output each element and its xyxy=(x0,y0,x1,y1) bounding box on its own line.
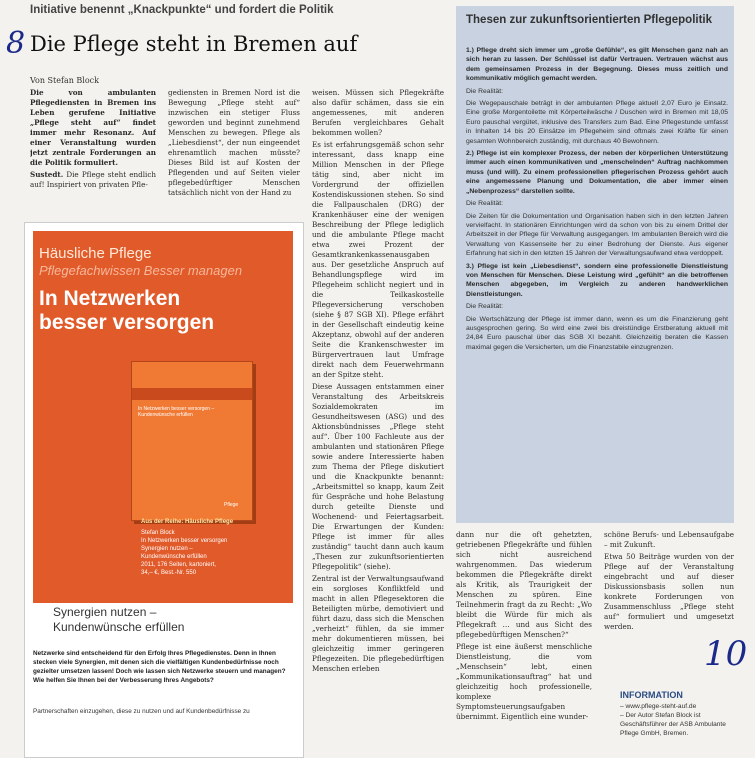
ad-footer-text: Partnerschaften einzugehen, diese zu nutzen und auf Kundenbedürfnisse zu xyxy=(33,708,250,715)
ad-subtitle xyxy=(53,605,184,635)
article-lead: Die von ambulanten Pflegediensten in Bremen ins Leben gerufene Initiative „Pflege steht auf“ findet immer mehr Resonanz. Auf einer Veranstaltung wurden jetzt zentrale Forderungen an die Politik formuliert. xyxy=(30,88,156,167)
article-column-4 xyxy=(456,530,592,756)
ad-headline xyxy=(39,287,214,335)
article-text: Die Pflege steht endlich auf! Inspiriert von privaten Pfle- xyxy=(30,170,156,189)
info-item-author: – Der Autor Stefan Block ist Geschäftsführer der ASB Ambulante Pflege GmbH, Bremen. xyxy=(620,712,726,737)
ad-book-subtitle: Kundenwünsche erfüllen xyxy=(141,554,207,560)
article-paragraph: Pflege ist eine äußerst menschliche Dienstleistung, die vom „Menschsein“ lebt, einen „Kommunikationsauftrag“ hat und gleichzeitig hoch professionelle, komplexe Symptomsteuerungsaufgaben übernimmt. Eigentlich eine wunder- xyxy=(456,642,592,721)
article-column-2 xyxy=(168,88,300,218)
article-byline: Von Stefan Block xyxy=(30,76,99,85)
ad-book-details xyxy=(141,529,291,577)
reality-text: Die Wegepauschale beträgt in der ambulanten Pflege aktuell 2,07 Euro je Einsatz. Eine große Morgentoilette mit Körperteilwäsche / Duschen wird in Bremen mit 18,05 Euro pauschal vergütet, inklusive des Transfers zum Bad. Eine Pflegestunde umfasst in Inhalten 14 bis 20 Einsätze im Pflegeheim sind oftmals zwei Kräfte für einen gesamten Wohnbereich zuständig, mit durchaus 40 Bewohnern. xyxy=(466,100,728,145)
book-cover-image xyxy=(131,361,253,521)
ad-series-title: Häusliche Pflege xyxy=(39,245,152,262)
theses-box xyxy=(456,6,734,523)
handwritten-number: 8 xyxy=(6,26,26,61)
ad-book-author: Stefan Block xyxy=(141,530,175,536)
article-headline: Die Pflege steht in Bremen auf xyxy=(30,32,358,56)
ad-book-format: 2011, 176 Seiten, kartoniert, xyxy=(141,562,216,568)
info-list xyxy=(620,702,730,738)
book-cover-band xyxy=(132,388,252,400)
handwritten-page-number: 10 xyxy=(704,634,748,674)
reality-text: Die Zeiten für die Dokumentation und Organisation haben sich in den letzten Jahren vervielfacht. In stationären Einrichtungen wird da schon von bis zu einem Drittel der Arbeitszeit in der Pflege für Verwaltung ausgegangen. Im ambulanten Bereich wird die Verwaltung von Kassenseite her zu einer Bedrohung der Dienste. Aus eigener Erfahrung hat sich in den letzten 15 Jahren der Verwaltungsaufwand etwa verdoppelt. xyxy=(466,212,728,258)
ad-subtitle-line: Kundenwünsche erfüllen xyxy=(53,620,185,634)
reality-label: Die Realität: xyxy=(466,303,504,311)
info-title: INFORMATION xyxy=(620,690,683,700)
ad-headline-line: In Netzwerken xyxy=(39,287,181,310)
info-item-text: Der Autor Stefan Block ist Geschäftsführer der ASB Ambulante Pflege GmbH, Bremen. xyxy=(620,712,726,737)
ad-subtitle-line: Synergien nutzen – xyxy=(53,605,157,619)
ad-book-series-tag: Aus der Reihe: Häusliche Pflege xyxy=(141,519,234,525)
theses-box-title: Thesen zur zukunftsorientierten Pflegepolitik xyxy=(466,14,713,26)
article-paragraph: Es ist erfahrungsgemäß schon sehr interessant, dass knapp eine Million Menschen in der Pflege tätig sind, aber nicht im Vordergrund der offiziellen Kostendiskussionen stehen. So sind die Fallpauschalen (DRG) der Krankenhäuser eine der wenigen Beschreibung der Pflege lediglich und die ambulante Pflege macht etwa zwei Prozent der Gesamtkrankenkassenausgaben aus. Der gesetzliche Anspruch auf Behandlungspflege wird im Pflegeheim schlicht negiert und in die Teilkaskostelle Pflegeversicherung verschoben (siehe § 87 SGB XI). Pflege erfährt in der Gesellschaft eindeutig keine Akzeptanz, obwohl auf der anderen Seite die Krankenschwester im Bürgervertrauen laut Umfrage direkt nach dem Feuerwehrmann an der Spitze steht. xyxy=(312,140,444,379)
book-cover-logo: Pflege xyxy=(224,502,239,508)
article-paragraph: dann nur die oft gehetzten, getriebenen Pflegekräfte und fühlen sich nicht ausreichend wahrgenommen. Das wiederum bekommen die Pflegekräfte direkt als Kritik, als Traurigkeit der Menschen zu spüren. Eine Teilnehmerin fragt da zu Recht: „Wo bleibt die Würde für mich als Pflegekraft … und aus Sicht des pflegebedürftigen Menschen?“ xyxy=(456,530,592,639)
theses-box-body xyxy=(466,46,728,355)
ad-book-subtitle: Synergien nutzen – xyxy=(141,546,193,552)
article-paragraph: weisen. Müssen sich Pflegekräfte also dafür schämen, dass sie ein angemessenes, mit anderen Berufen vergleichbares Gehalt bekommen wollen? xyxy=(312,88,444,137)
article-paragraph: Zentral ist der Verwaltungsaufwand ein sorgloses Konfliktfeld und macht in allen Pflegesektoren die Beteiligten mürbe, demotiviert und führt dazu, dass sich die Menschen „verheizt“ fühlen, da sie immer mehr dokumentieren müssen, bei gleichzeitig immer geringeren Pflegezeiten. Die pflegebedürftigen Menschen erleben xyxy=(312,574,444,673)
info-item-text: www.pflege-steht-auf.de xyxy=(625,703,697,710)
article-column-1 xyxy=(30,88,156,218)
ad-body-text: Netzwerke sind entscheidend für den Erfolg Ihres Pflegedienstes. Denn in Ihnen stecken viele Synergien, mit denen sich die vielfältigen Kundenbedürfnisse noch gezielter umsetzen lassen! Doch wie lassen sich Netzwerke steuern und managen? Wie helfen Sie Ihnen bei der Verbesserung Ihres Angebots? xyxy=(33,650,286,684)
info-item-url[interactable]: – www.pflege-steht-auf.de xyxy=(620,703,697,710)
ad-book-price: 34,– €, Best.-Nr. 550 xyxy=(141,570,197,576)
article-paragraph: Etwa 50 Beiträge wurden von der Pflege auf der Veranstaltung eingebracht und auf dieser Diskussionsbasis sollen nun konkrete Forderungen von Zusammenschluss „Pflege steht auf“ formuliert und umgesetzt werden. xyxy=(604,552,734,631)
article-dateline: Sustedt. xyxy=(30,170,64,179)
ad-book-title: In Netzwerken besser versorgen xyxy=(141,538,228,544)
thesis-item: 1.) Pflege dreht sich immer um „große Gefühle“, es gilt Menschen ganz nah an sich heran zu lassen. Der Schlüssel ist dafür Vertrauen. Vertrauen wächst aus dem gemeinsamen Prozess in der Begegnung. Dieses muss zeitlich und kommunikativ möglich gemacht werden. xyxy=(466,47,728,83)
book-cover-text: In Netzwerken besser versorgen – Kundenwünsche erfüllen xyxy=(138,406,215,418)
book-advertisement xyxy=(24,222,304,758)
article-paragraph: schöne Berufs- und Lebensaufgabe – mit Zukunft. xyxy=(604,530,734,549)
thesis-item: 3.) Pflege ist kein „Liebesdienst“, sondern eine professionelle Dienstleistung von Menschen für Menschen. Diese Leistung wird „gefühlt“ an die betroffenen Menschen abgegeben, im Vergleich zu anderen handwerklichen Dienstleistungen. xyxy=(466,262,728,298)
article-paragraph: Diese Aussagen entstammen einer Veranstaltung des Arbeitskreis Sozialdemokraten im Gesundheitswesen (ASG) und des Aktionsbündnisses „Pflege steht auf“. Über 100 Fachleute aus der ambulanten und stationären Pflege sowie andere Interessierte haben zum Thema der Pflege diskutiert und die Knackpunkte benannt: „Arbeitsmittel so knapp, kaum Zeit für Gespräche und hohe Belastung durch geteilte Dienste und Wochenend- und Feiertagsarbeit. Die Erwartungen der Kunden: Pflege ist immer für alles zuständig“ taucht dann auch kaum „Thesen zur zukunftsorientierten Pflegepolitik“ (siehe). xyxy=(312,382,444,571)
article-column-3 xyxy=(312,88,444,756)
thesis-item: 2.) Pflege ist ein komplexer Prozess, der neben der körperlichen Unterstützung immer auch einen kommunikativen und „menschelnden“ Auftrag nachkommen muss (und will). Zu einem professionellen pflegerischen Prozess gehört auch eine angemessene Planung und Dokumentation, die aber immer einen „Nebenprozess“ darstellen sollte. xyxy=(466,150,728,195)
ad-series-subtitle: Pflegefachwissen Besser managen xyxy=(39,263,243,278)
reality-label: Die Realität: xyxy=(466,200,504,208)
ad-headline-line: besser versorgen xyxy=(39,311,215,334)
ad-banner xyxy=(33,231,293,603)
article-text: gediensten in Bremen Nord ist die Bewegung „Pflege steht auf“ inzwischen ein stetiger Fluss geworden und beginnt zunehmend Menschen zu bewegen. Pflege als „Liebesdienst“, der nun eingeendet ehrenamtlich machen müsste? Dieses Bild ist auf Kosten der Pflegenden und auf Seiten vieler pflegebedürftiger Menschen tatsächlich nicht von der Hand zu xyxy=(168,88,300,197)
reality-label: Die Realität: xyxy=(466,87,504,95)
reality-text: Die Wertschätzung der Pflege ist immer dann, wenn es um die Finanzierung geht ausgesprochen gering. So wird eine zwei bis dreistündige Erstberatung aktuell mit 24,84 Euro pauschal über das SGB XI bezahlt. Gleichzeitig beraten die Kassen maximal gegen die Versicherten, um die Finanzstabile einzugrenzen. xyxy=(466,315,728,351)
article-kicker: Initiative benennt „Knackpunkte“ und fordert die Politik xyxy=(30,4,334,16)
